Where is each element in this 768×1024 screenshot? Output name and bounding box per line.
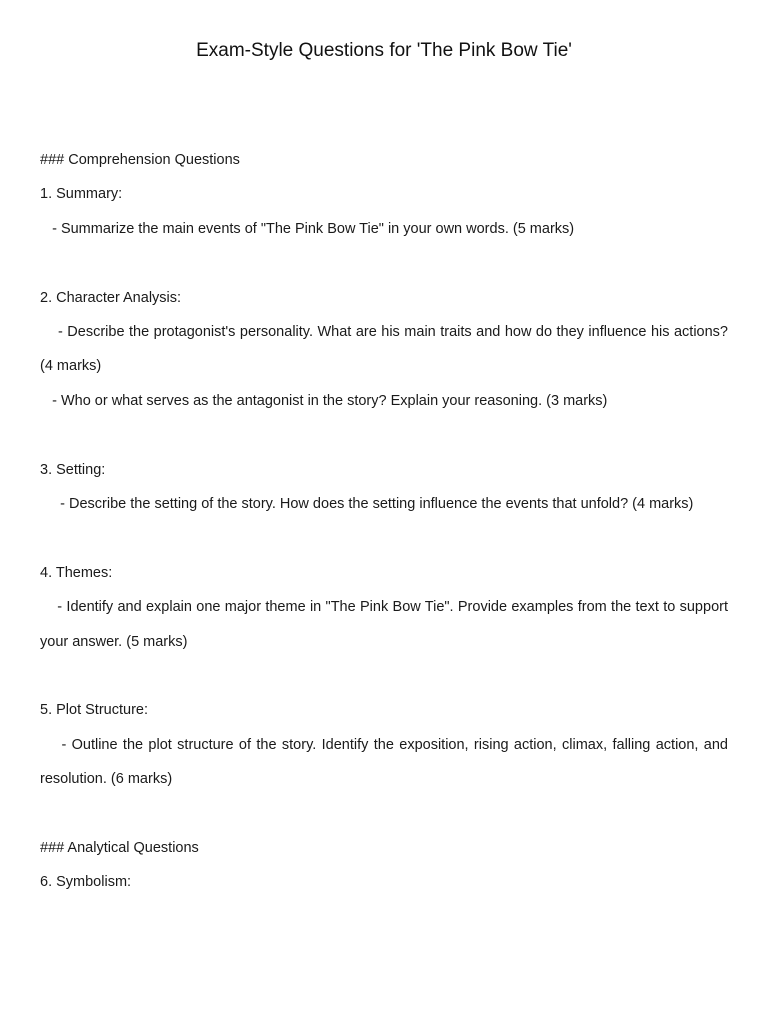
spacer: [40, 418, 728, 452]
question-1-item: - Summarize the main events of "The Pink Bow Tie" in your own words. (5 marks): [40, 220, 575, 237]
spacer: [40, 246, 728, 280]
question-2-item-2: - Who or what serves as the antagonist in the story? Explain your reasoning. (3 marks): [40, 392, 608, 409]
section-heading-analytical: ### Analytical Questions: [40, 840, 199, 857]
spacer: [40, 797, 728, 831]
document-title: Exam-Style Questions for 'The Pink Bow Tie': [196, 40, 572, 61]
question-4-label: 4. Themes:: [40, 564, 113, 581]
spacer: [40, 659, 728, 693]
question-1-label: 1. Summary:: [40, 186, 123, 203]
question-5-item: - Outline the plot structure of the story. Identify the exposition, rising action, climax, falling action, and resolution. (6 marks): [40, 736, 733, 788]
question-2-label: 2. Character Analysis:: [40, 289, 182, 306]
question-6-label: 6. Symbolism:: [40, 874, 132, 891]
question-4-item: - Identify and explain one major theme in "The Pink Bow Tie". Provide examples from the text to support your answer. (5 marks): [40, 599, 733, 650]
spacer: [40, 521, 728, 555]
question-5-label: 5. Plot Structure:: [40, 702, 148, 719]
question-2-item-1: - Describe the protagonist's personality. What are his main traits and how do they influence his actions? (4 marks): [40, 324, 733, 375]
question-3-item: - Describe the setting of the story. How does the setting influence the events that unfold? (4 marks): [40, 496, 694, 513]
document-body: [40, 143, 733, 900]
question-3-label: 3. Setting:: [40, 461, 106, 478]
section-heading-comprehension: ### Comprehension Questions: [40, 152, 240, 168]
